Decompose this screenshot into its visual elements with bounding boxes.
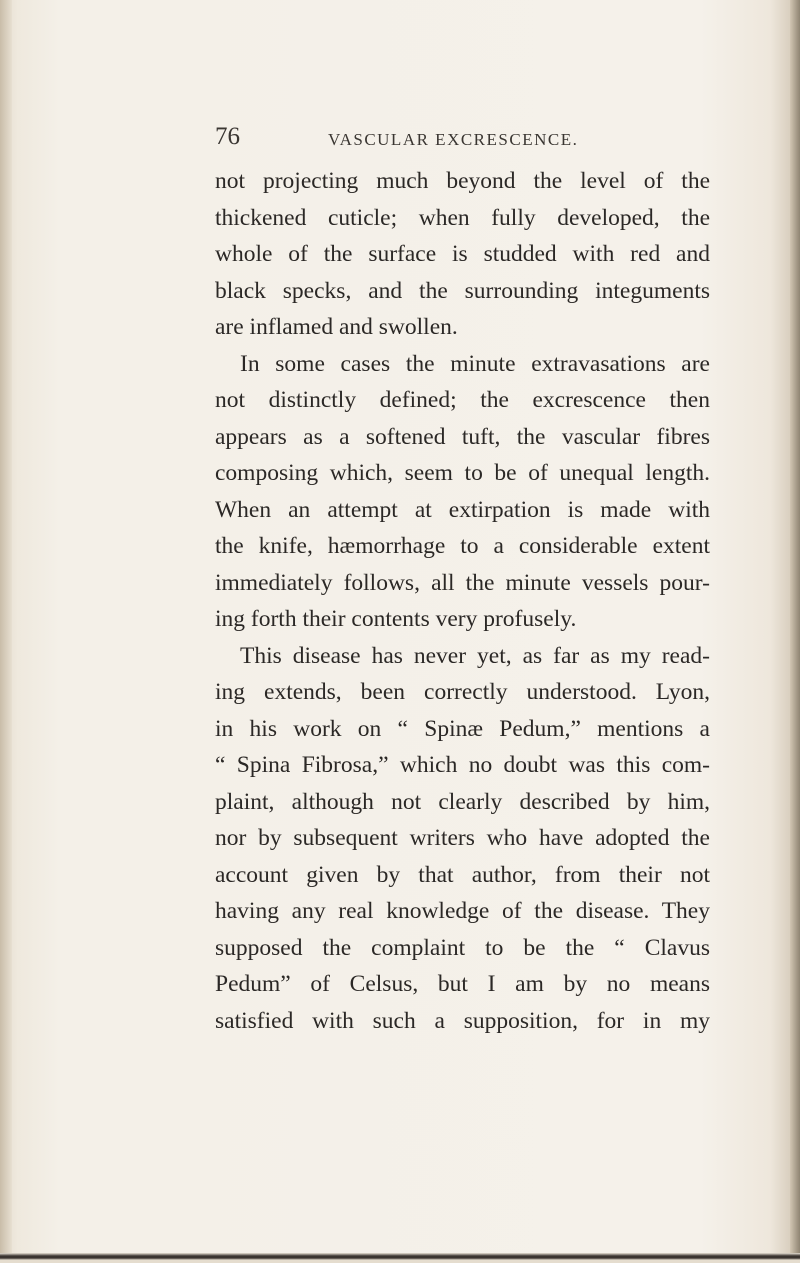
page-bottom-edge (0, 1253, 800, 1263)
text-line: are inflamed and swollen. (215, 314, 458, 340)
text-line: ing forth their contents very profusely. (215, 606, 577, 632)
text-line: When an attempt at extirpation is made with (215, 496, 710, 523)
text-line: appears as a softened tuft, the vascular fibres (215, 423, 710, 450)
text-line: Pedum” of Celsus, but I am by no means (215, 971, 710, 997)
text-line: thickened cuticle; when fully developed, the (215, 204, 710, 231)
running-title: VASCULAR EXCRESCENCE. (328, 130, 579, 149)
text-line: not projecting much beyond the level of the (215, 168, 710, 194)
text-line: composing which, seem to be of unequal length. (215, 460, 710, 486)
text-line: in his work on “ Spinæ Pedum,” mentions a (215, 715, 710, 742)
text-line: plaint, although not clearly described by him, (215, 788, 710, 815)
text-line: having any real knowledge of the disease. They (215, 898, 710, 924)
text-line: satisfied with such a supposition, for in my (215, 1007, 710, 1034)
text-line: This disease has never yet, as far as my read- (240, 642, 710, 669)
text-line: In some cases the minute extravasations are (240, 350, 710, 377)
page-edge (790, 0, 800, 1263)
text-line: nor by subsequent writers who have adopted the (215, 825, 710, 851)
page-gutter (0, 0, 12, 1263)
body-text (215, 163, 710, 1039)
text-line: “ Spina Fibrosa,” which no doubt was this com- (215, 752, 710, 778)
page-header (215, 124, 775, 154)
text-line: account given by that author, from their not (215, 861, 710, 888)
text-line: ing extends, been correctly understood. Lyon, (215, 679, 710, 705)
text-line: not distinctly defined; the excrescence then (215, 387, 710, 413)
text-line: supposed the complaint to be the “ Clavus (215, 934, 710, 961)
text-line: the knife, hæmorrhage to a considerable extent (215, 533, 710, 559)
page-number: 76 (215, 123, 240, 150)
text-line: black specks, and the surrounding integuments (215, 277, 710, 304)
text-line: immediately follows, all the minute vessels pour- (215, 569, 710, 596)
text-line: whole of the surface is studded with red and (215, 241, 710, 267)
